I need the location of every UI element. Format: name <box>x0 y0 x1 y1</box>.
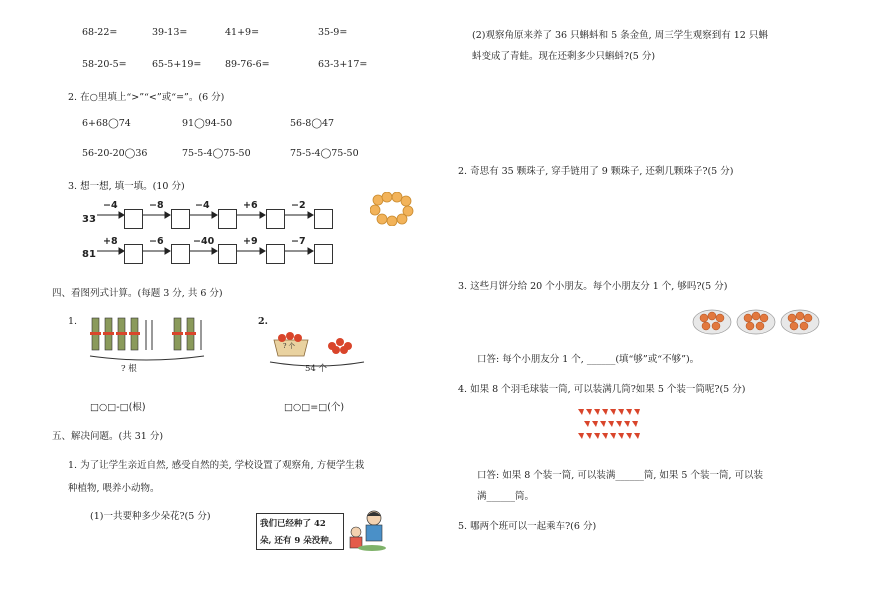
arith-1-4: 35-9= <box>318 27 348 38</box>
bead-bracelet-image <box>370 192 414 226</box>
arith-1-1: 68-22= <box>82 27 118 38</box>
right-q4: 4. 如果 8 个羽毛球装一筒, 可以装满几筒?如果 5 个装一筒呢?(5 分) <box>458 384 746 395</box>
q2-row1-1: 6+68◯74 <box>82 118 131 129</box>
sec4-item1-label: ? 根 <box>121 364 137 374</box>
sec4-item2-label: 54 个 <box>305 364 328 374</box>
chain2-op1: +8 <box>103 236 118 247</box>
arith-2-2: 65-5+19= <box>152 59 202 70</box>
chain1-op4: +6 <box>243 200 258 211</box>
chain1-op1: −4 <box>103 200 118 211</box>
right-q4-answer-line2: 满______筒。 <box>477 491 535 502</box>
chain1-box4[interactable] <box>266 209 285 229</box>
sec4-item1-no: 1. <box>68 316 78 327</box>
chain2-op3: −40 <box>193 236 215 247</box>
chain1-start: 33 <box>82 214 96 225</box>
mooncakes-image <box>692 306 822 336</box>
sec4-item2-answer: □○□=□(个) <box>284 402 345 413</box>
q2-row2-2: 75-5-4◯75-50 <box>182 148 251 159</box>
chain2-box1[interactable] <box>124 244 143 264</box>
arith-1-2: 39-13= <box>152 27 188 38</box>
chain2-box5[interactable] <box>314 244 333 264</box>
q2-row2-3: 75-5-4◯75-50 <box>290 148 359 159</box>
chain1-box3[interactable] <box>218 209 237 229</box>
chain1-box2[interactable] <box>171 209 190 229</box>
q3-title: 3. 想一想, 填一填。(10 分) <box>68 181 185 192</box>
arith-2-4: 63-3+17= <box>318 59 368 70</box>
sec4-title: 四、看图列式计算。(每题 3 分, 共 6 分) <box>52 288 223 299</box>
arith-1-3: 41+9= <box>225 27 260 38</box>
right-q3: 3. 这些月饼分给 20 个小朋友。每个小朋友分 1 个, 够吗?(5 分) <box>458 281 728 292</box>
q1-sub2-line1: (2)观察角原来养了 36 只蝌蚪和 5 条金鱼, 周三学生观察到有 12 只蝌 <box>472 30 768 41</box>
right-q5: 5. 哪两个班可以一起乘车?(6 分) <box>458 521 597 532</box>
chain1-op5: −2 <box>291 200 306 211</box>
chain2-op5: −7 <box>291 236 306 247</box>
q1-sub2-line2: 蚪变成了青蛙。现在还剩多少只蝌蚪?(5 分) <box>472 51 656 62</box>
bubble-line2: 朵, 还有 9 朵没种。 <box>260 536 338 546</box>
chain2-op2: −6 <box>149 236 164 247</box>
q2-row2-1: 56-20-20◯36 <box>82 148 148 159</box>
arith-2-1: 58-20-5= <box>82 59 127 70</box>
chain2-box4[interactable] <box>266 244 285 264</box>
sec5-q1-line2: 种植物, 喂养小动物。 <box>68 483 160 494</box>
sticks-image <box>86 312 216 374</box>
sec4-item2-basket-label: ? 个 <box>283 342 296 350</box>
sec5-q1-line1: 1. 为了让学生亲近自然, 感受自然的美, 学校设置了观察角, 方便学生栽 <box>68 460 365 471</box>
right-q2: 2. 奇思有 35 颗珠子, 穿手链用了 9 颗珠子, 还剩几颗珠子?(5 分) <box>458 166 734 177</box>
bubble-line1: 我们已经种了 42 <box>260 519 326 529</box>
chain1-op3: −4 <box>195 200 210 211</box>
q2-title: 2. 在○里填上“>”“<”或“=”。(6 分) <box>68 92 225 103</box>
chain1-op2: −8 <box>149 200 164 211</box>
q2-row1-2: 91◯94-50 <box>182 118 233 129</box>
sec4-item1-answer: □○□-□(根) <box>90 402 146 413</box>
q2-row1-3: 56-8◯47 <box>290 118 335 129</box>
chain1-box5[interactable] <box>314 209 333 229</box>
chain1-box1[interactable] <box>124 209 143 229</box>
chain2-start: 81 <box>82 249 96 260</box>
chain2-box3[interactable] <box>218 244 237 264</box>
right-q3-answer: 口答: 每个小朋友分 1 个, ______(填“够”或“不够”)。 <box>477 354 700 365</box>
sec5-title: 五、解决问题。(共 31 分) <box>52 431 164 442</box>
chain2-op4: +9 <box>243 236 258 247</box>
speech-bubble <box>256 513 344 550</box>
shuttlecocks-image <box>576 405 656 455</box>
children-image <box>344 508 394 553</box>
sec5-q1-sub1: (1)一共要种多少朵花?(5 分) <box>90 511 211 522</box>
chain2-box2[interactable] <box>171 244 190 264</box>
right-q4-answer-line1: 口答: 如果 8 个装一筒, 可以装满______筒, 如果 5 个装一筒, 可以装 <box>477 470 764 481</box>
sec4-item2-no: 2. <box>258 316 268 327</box>
arith-2-3: 89-76-6= <box>225 59 270 70</box>
